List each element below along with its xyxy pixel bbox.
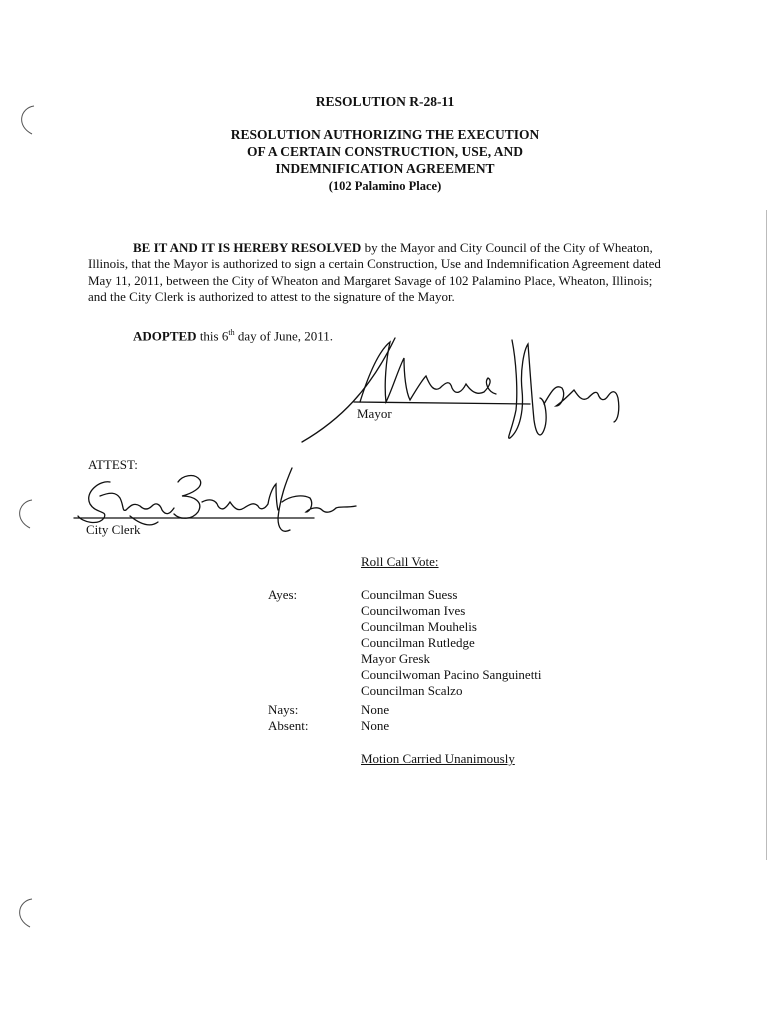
adopted-label: ADOPTED: [133, 328, 197, 344]
ayes-label: Ayes:: [268, 587, 298, 602]
list-item: Councilman Scalzo: [361, 683, 463, 698]
mayor-signature: [300, 330, 640, 450]
attest-label: ATTEST:: [88, 457, 138, 472]
title-line-1: RESOLUTION AUTHORIZING THE EXECUTION: [230, 127, 540, 142]
adopted-pre: this 6: [196, 328, 229, 344]
punch-hole-mark-middle: [8, 494, 38, 534]
body-text: by the Mayor and City Council of the City of Wheaton, Illinois, that the Mayor is authorized to sign a certain Construction, Use and Indemnification Agreement dated May 11, 2011, between the City of Wheaton and Margaret Savage of 102 Palamino Place, Wheaton, Illinois; and the City Clerk is authorized to attest to the signature of the Mayor.: [88, 240, 661, 304]
list-item: Councilman Rutledge: [361, 635, 475, 650]
resolution-number: RESOLUTION R-28-11: [315, 94, 455, 109]
scan-edge-line: [766, 210, 767, 860]
nays-value: None: [361, 702, 390, 717]
resolution-body: [88, 240, 668, 305]
clerk-label: City Clerk: [86, 522, 141, 537]
ayes-list: [361, 587, 542, 699]
adopted-post: day of June, 2011.: [234, 328, 334, 344]
list-item: Councilman Mouhelis: [361, 619, 477, 634]
list-item: Councilwoman Ives: [361, 603, 466, 618]
mayor-label: Mayor: [357, 406, 392, 421]
title-line-2: OF A CERTAIN CONSTRUCTION, USE, AND: [247, 144, 523, 159]
absent-label: Absent:: [268, 718, 309, 733]
title-line-4: (102 Palamino Place): [328, 179, 442, 193]
list-item: Councilwoman Pacino Sanguinetti: [361, 667, 542, 682]
list-item: Councilman Suess: [361, 587, 458, 602]
motion-result: Motion Carried Unanimously: [361, 751, 515, 766]
nays-label: Nays:: [268, 702, 299, 717]
punch-hole-mark-bottom: [8, 893, 38, 933]
absent-value: None: [361, 718, 390, 733]
list-item: Mayor Gresk: [361, 651, 430, 666]
title-line-3: INDEMNIFICATION AGREEMENT: [275, 161, 495, 176]
body-lead: BE IT AND IT IS HEREBY RESOLVED: [133, 240, 362, 255]
adopted-sup: th: [228, 328, 235, 337]
roll-call-title: Roll Call Vote:: [361, 554, 439, 569]
